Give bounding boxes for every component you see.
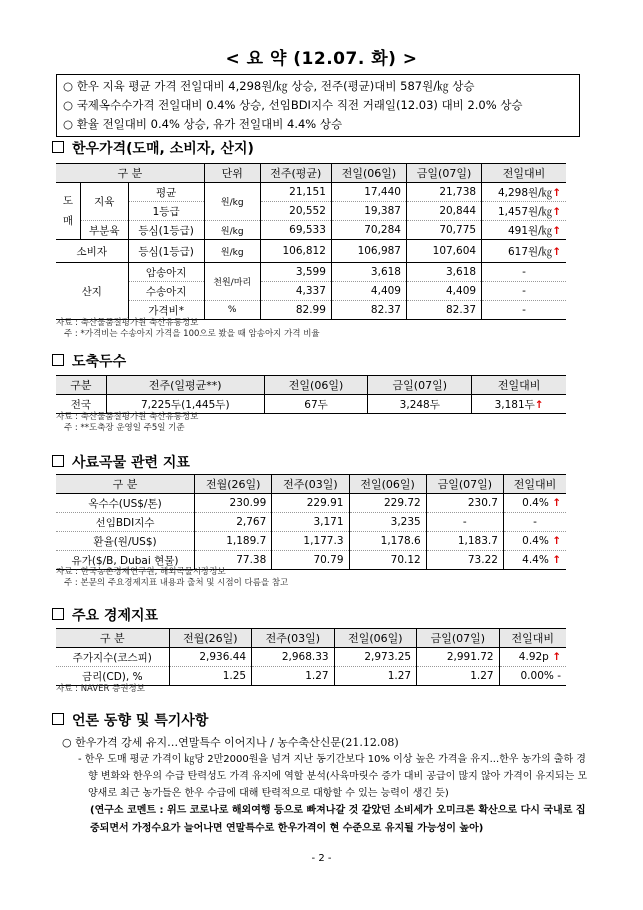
cell: 1,189.7 (195, 532, 272, 551)
table-row (56, 395, 566, 414)
up-arrow-icon: ↑ (552, 651, 561, 663)
cell: 1,183.7 (426, 532, 503, 551)
news-section (52, 734, 592, 838)
cell: 82.37 (406, 301, 481, 320)
cell: 2,968.33 (252, 648, 335, 667)
feed-table (56, 474, 566, 570)
cell: 3,248두 (368, 395, 472, 414)
col-header: 전일(06일) (264, 376, 368, 395)
cell: 1.27 (417, 667, 500, 686)
row-label: 소비자 (56, 240, 128, 263)
up-arrow-icon: ↑ (552, 224, 561, 237)
cell: 20,552 (260, 202, 331, 221)
slaughter-table (56, 375, 566, 414)
table-row (56, 240, 566, 263)
col-header: 전월(26일) (195, 475, 272, 494)
col-header: 구 분 (56, 164, 204, 183)
cell: 229.72 (349, 494, 426, 513)
table-row (56, 513, 566, 532)
table-row (56, 648, 566, 667)
page-number: - 2 - (311, 853, 332, 864)
table-row (56, 667, 566, 686)
up-arrow-icon: ↑ (552, 497, 561, 509)
row-label: 산지 (56, 263, 128, 320)
cell: 70.79 (272, 551, 349, 570)
cell: 20,844 (406, 202, 481, 221)
col-header: 금일(07일) (426, 475, 503, 494)
row-label: 환율(원/US$) (56, 532, 195, 551)
hanwoo-notes: 자료 : 축산물품질평가원 축산유통정보 주 : *가격비는 수송아지 가격을 100으로 봤을 때 암송아지 가격 비율 (56, 318, 320, 339)
col-header: 전일대비 (472, 376, 566, 395)
cell: 77.38 (195, 551, 272, 570)
cell: 82.99 (260, 301, 331, 320)
cell: 70.12 (349, 551, 426, 570)
news-comment: (연구소 코멘트 : 위드 코로나로 해외여행 등으로 빠져나갈 것 같았던 소비세가 오미크론 확산으로 다시 국내로 집중되면서 가정수요가 늘어나면 연말특수로 한우가격이 현 수준으로 유지될 가능성이 높아) (90, 805, 586, 834)
col-header: 전주(일평균**) (106, 376, 264, 395)
row-label: 옥수수(US$/톤) (56, 494, 195, 513)
cell: 70,284 (331, 221, 406, 240)
row-label: 선임BDI지수 (56, 513, 195, 532)
cell: 2,991.72 (417, 648, 500, 667)
cell: 2,936.44 (169, 648, 252, 667)
econ-notes: 자료 : NAVER 증권정보 (56, 684, 145, 694)
up-arrow-icon: ↑ (534, 398, 544, 411)
row-label: 등심(1등급) (128, 240, 204, 263)
col-header: 전주(평균) (260, 164, 331, 183)
row-label: 수송아지 (128, 282, 204, 301)
change-cell: 4.92p ↑ (499, 648, 566, 667)
cell: 19,387 (331, 202, 406, 221)
col-header: 전월(26일) (169, 629, 252, 648)
cell: 3,618 (331, 263, 406, 282)
cell: - (482, 301, 566, 320)
news-body: - 한우 도매 평균 가격이 ㎏당 2만2000원을 넘겨 지난 동기간보다 10% 이상 높은 가격을 유지...한우 농가의 출하 경향 변화와 한우의 수급 탄력성도 가격 유지에 역할 분석(사육마릿수 증가 대비 공급이 많지 않아 가격이 유지되는 모양새로 최근 농가들은 한우 수급에 대해 탄력적으로 대항할 수 있는 능력이 생긴 듯) (78, 754, 588, 799)
cell: 82.37 (331, 301, 406, 320)
summary-line: ○ 환율 전일대비 0.4% 상승, 유가 전일대비 4.4% 상승 (63, 117, 343, 131)
cell: 17,440 (331, 183, 406, 202)
checkbox-icon (52, 141, 64, 153)
row-label: 가격비* (128, 301, 204, 320)
section-heading-slaughter: 도축두수 (52, 351, 126, 371)
col-header: 구 분 (56, 475, 195, 494)
up-arrow-icon: ↑ (552, 186, 561, 199)
cell: 7,225두(1,445두) (106, 395, 264, 414)
col-header: 금일(07일) (368, 376, 472, 395)
col-header: 전주(03일) (272, 475, 349, 494)
cell: 73.22 (426, 551, 503, 570)
cell: 229.91 (272, 494, 349, 513)
hanwoo-price-table (56, 163, 566, 320)
econ-table (56, 628, 566, 686)
cell: 1,177.3 (272, 532, 349, 551)
cell: 3,235 (349, 513, 426, 532)
cell: - (503, 513, 566, 532)
cell: 4,337 (260, 282, 331, 301)
change-cell: 0.4% ↑ (503, 532, 566, 551)
col-header: 구분 (56, 376, 106, 395)
table-row (56, 532, 566, 551)
col-header: 전일대비 (503, 475, 566, 494)
cell: 69,533 (260, 221, 331, 240)
cell: 1,178.6 (349, 532, 426, 551)
section-heading-hanwoo: 한우가격(도매, 소비자, 산지) (52, 138, 254, 158)
checkbox-icon (52, 608, 64, 620)
summary-line: ○ 국제옥수수가격 전일대비 0.4% 상승, 선임BDI지수 직전 거래일(12.03) 대비 2.0% 상승 (63, 98, 523, 112)
up-arrow-icon: ↑ (552, 554, 561, 566)
checkbox-icon (52, 354, 64, 366)
col-header: 전일(06일) (334, 629, 417, 648)
checkbox-icon (52, 713, 64, 725)
row-label: 전국 (56, 395, 106, 414)
cell: 3,599 (260, 263, 331, 282)
col-header: 금일(07일) (406, 164, 481, 183)
news-headline: ○ 한우가격 강세 유지…연말특수 이어지나 / 농수축산신문(21.12.08) (62, 736, 399, 749)
section-heading-feed: 사료곡물 관련 지표 (52, 452, 190, 472)
section-heading-news: 언론 동향 및 특기사항 (52, 710, 208, 730)
change-cell: 491원/㎏↑ (482, 221, 566, 240)
up-arrow-icon: ↑ (552, 245, 561, 258)
col-header: 전일(06일) (331, 164, 406, 183)
unit-cell: 천원/마리 (204, 263, 260, 301)
cell: 106,987 (331, 240, 406, 263)
summary-line: ○ 한우 지육 평균 가격 전일대비 4,298원/㎏ 상승, 전주(평균)대비 587원/㎏ 상승 (63, 79, 475, 93)
row-label: 평균 (128, 183, 204, 202)
col-header: 단위 (204, 164, 260, 183)
row-label: 등심(1등급) (128, 221, 204, 240)
change-cell: 4,298원/㎏↑ (482, 183, 566, 202)
up-arrow-icon: ↑ (552, 205, 561, 218)
row-label: 부분육 (81, 221, 129, 240)
feed-notes: 자료 : 한국농촌경제연구원, 해외곡물시장정보 주 : 본문의 주요경제지표 내용과 출처 및 시점이 다름을 참고 (56, 567, 289, 588)
row-label: 유가($/B, Dubai 현물) (56, 551, 195, 570)
unit-cell: 원/kg (204, 221, 260, 240)
col-header: 구 분 (56, 629, 169, 648)
change-cell: 3,181두↑ (472, 395, 566, 414)
col-header: 전일(06일) (349, 475, 426, 494)
summary-box (56, 74, 580, 137)
cell: 70,775 (406, 221, 481, 240)
col-header: 금일(07일) (417, 629, 500, 648)
change-cell: 0.4% ↑ (503, 494, 566, 513)
col-header: 전일대비 (499, 629, 566, 648)
cell: - (482, 263, 566, 282)
change-cell: 1,457원/㎏↑ (482, 202, 566, 221)
unit-cell: % (204, 301, 260, 320)
col-header: 전일대비 (482, 164, 566, 183)
change-cell: 0.00% - (499, 667, 566, 686)
domae-label: 도 매 (56, 183, 81, 240)
unit-cell: 원/kg (204, 240, 260, 263)
table-row (56, 301, 566, 320)
cell: 106,812 (260, 240, 331, 263)
cell: 107,604 (406, 240, 481, 263)
cell: 21,738 (406, 183, 481, 202)
cell: 230.99 (195, 494, 272, 513)
cell: 3,171 (272, 513, 349, 532)
cell: 1.27 (252, 667, 335, 686)
change-cell: 4.4% ↑ (503, 551, 566, 570)
row-label: 1등급 (128, 202, 204, 221)
cell: 1.27 (334, 667, 417, 686)
cell: 3,618 (406, 263, 481, 282)
cell: 1.25 (169, 667, 252, 686)
slaughter-notes: 자료 : 축산물품질평가원 축산유통정보 주 : **도축장 운영일 주5일 기준 (56, 412, 199, 433)
cell: 21,151 (260, 183, 331, 202)
row-label: 지육 (81, 183, 129, 221)
table-row (56, 494, 566, 513)
page-title: < 요 약 (12.07. 화) > (225, 49, 418, 69)
change-cell: 617원/㎏↑ (482, 240, 566, 263)
col-header: 전주(03일) (252, 629, 335, 648)
cell: 4,409 (406, 282, 481, 301)
row-label: 주가지수(코스피) (56, 648, 169, 667)
table-row (56, 263, 566, 282)
section-heading-econ: 주요 경제지표 (52, 605, 158, 625)
cell: 67두 (264, 395, 368, 414)
cell: 4,409 (331, 282, 406, 301)
checkbox-icon (52, 455, 64, 467)
cell: - (426, 513, 503, 532)
row-label: 암송아지 (128, 263, 204, 282)
table-row (56, 202, 566, 221)
cell: 2,973.25 (334, 648, 417, 667)
table-row (56, 183, 566, 202)
table-row (56, 221, 566, 240)
cell: 2,767 (195, 513, 272, 532)
unit-cell: 원/kg (204, 183, 260, 221)
cell: - (482, 282, 566, 301)
up-arrow-icon: ↑ (552, 535, 561, 547)
cell: 230.7 (426, 494, 503, 513)
table-row (56, 282, 566, 301)
row-label: 금리(CD), % (56, 667, 169, 686)
